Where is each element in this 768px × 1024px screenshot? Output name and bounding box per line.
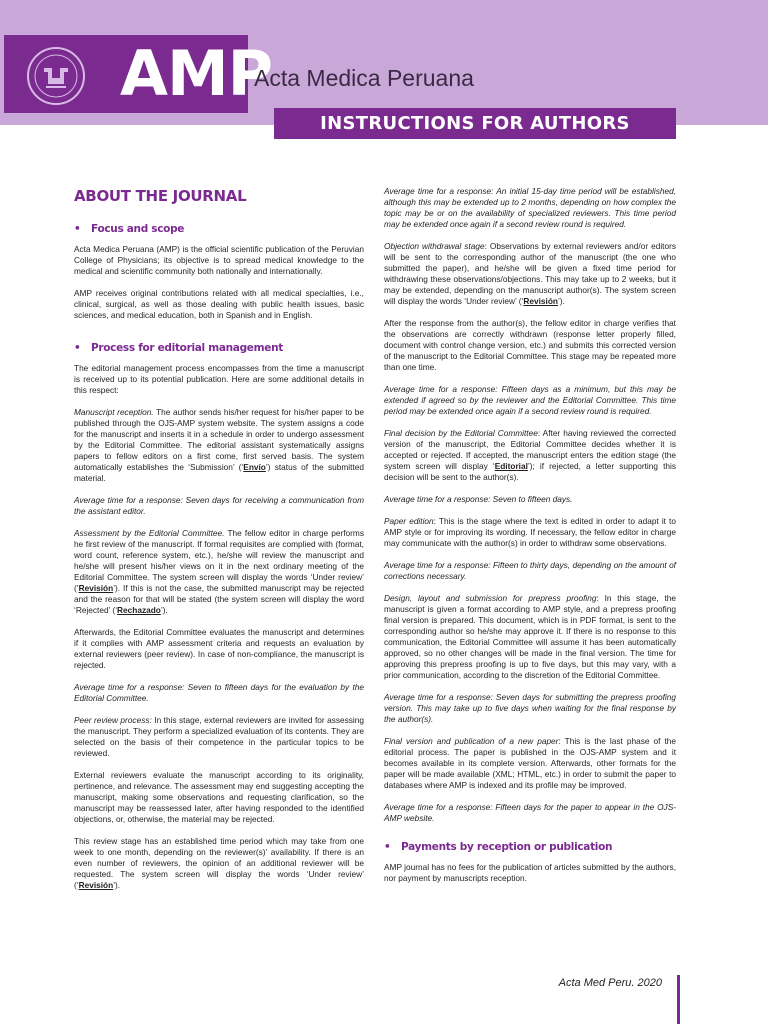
- paragraph: Average time for a response: Seven to fifteen days for the evaluation by the Editorial Committee.: [74, 682, 364, 703]
- text: ’). If this is not the case, the submitted manuscript may be rejected and the reason for that will be stated (the system screen will display the word ‘Rejected’ (‘: [74, 583, 364, 615]
- text: : This is the stage where the text is edited in order to adapt it to AMP style or for improving its wording. If necessary, the fellow editor in charge may communicate with the author(s) in order to withdraw some observations.: [384, 516, 676, 548]
- logo-text: AMP: [120, 37, 273, 110]
- paragraph: Average time for a response: An initial 15-day time period will be established, although this may be extended up to 2 months, depending on how complex the topic may be or on the availability of specialized reviewers. This time period may be extended once again if a second review round is required.: [384, 186, 676, 229]
- status-keyword: Revisión: [523, 296, 558, 306]
- paragraph: Average time for a response: Seven to fifteen days.: [384, 494, 573, 504]
- paragraph: [74, 715, 364, 759]
- text: The author sends his/her request for his/her paper to be published through the OJS-AMP system website. The system assigns a code for the manuscript and inserts it in a schedule in order to undergo assessment by the Editorial Committee. The editorial assistant systematically assigns papers to fellow editors on a first come, first served basis. The system automatically establishes the ‘Submission’ (‘: [74, 407, 364, 472]
- paragraph: Average time for a response: Fifteen days as a minimum, but this may be extended if agreed so by the reviewer and the Editorial Committee. This time period may be extended once again if a second review round is required.: [384, 384, 676, 416]
- section-heading-payments: • Payments by reception or publication: [384, 840, 676, 854]
- term: Design, layout and submission for prepress proofing: [384, 593, 597, 603]
- text: : Observations by external reviewers and/or editors will be sent to the corresponding author of the manuscript (the one who submitted the paper), and he/she will be given a fixed time period for withdrawing these observations/objections. This may take up to 2 weeks, but it may be extended, depending on the manuscript author(s). The system screen will display the words ‘Under review’ (‘: [384, 241, 676, 306]
- section-heading-process: • Process for editorial management: [74, 341, 364, 355]
- text: ’).: [113, 880, 121, 890]
- text: In this stage, external reviewers are invited for assessing the manuscript. They perform a specialized evaluation of its contents. They are selected on the basis of their competence in the particular topics to be reviewed.: [74, 715, 365, 758]
- paragraph: [384, 593, 676, 681]
- text: ’); if rejected, a letter supporting this decision will be sent to the author(s).: [384, 461, 676, 482]
- paragraph: The editorial management process encompasses from the time a manuscript is received up to its potential publication. Here are some additional details in this respect:: [74, 363, 364, 395]
- term: Objection withdrawal stage: [384, 241, 485, 251]
- right-column: [384, 186, 676, 895]
- status-keyword: Editorial: [494, 461, 528, 471]
- status-keyword: Rechazado: [117, 605, 161, 615]
- left-column: [74, 186, 364, 902]
- section-banner: INSTRUCTIONS FOR AUTHORS: [274, 108, 676, 139]
- section-heading-focus: • Focus and scope: [74, 222, 364, 236]
- term: Assessment by the Editorial Committee.: [74, 528, 225, 538]
- paragraph: [74, 528, 364, 616]
- term: Final decision by the Editorial Committee: [384, 428, 538, 438]
- status-keyword: Envío: [243, 462, 266, 472]
- paragraph: AMP receives original contributions related with all medical specialties, i.e., clinical, surgical, as well as those dealing with public health issues, basic sciences, and medical education, both in Spanish and in English.: [74, 288, 364, 320]
- footer-citation: Acta Med Peru. 2020: [558, 977, 662, 989]
- term: Peer review process:: [74, 715, 152, 725]
- text: ’) status of the submitted material.: [74, 462, 364, 483]
- text: : In this stage, the manuscript is given a format according to AMP style, and a prepress proofing final version is prepared. This document, which is in PDF format, is sent to the corresponding author so he/she may approve it. If there is no response to this communication, the Editorial Committee will assume it has been automatically approved, so no other changes will be made in the final version. The time for approving this prepress proofing is up to five days, but this may vary, with a prior communication, according to the discretion of the Editorial Committee.: [384, 593, 676, 680]
- college-seal-icon: [26, 46, 86, 106]
- text: The fellow editor in charge performs he first review of the manuscript. If formal requisites are complied with (format, word count, reference system, etc.), he/she will review the manuscript and he/she will present his/her views on it in the next ordinary meeting of the Editorial Committee. The system screen will display the words ‘Under review’ (‘: [74, 528, 364, 593]
- paragraph: [384, 428, 676, 483]
- paragraph: External reviewers evaluate the manuscript according to its originality, pertinence, and relevance. The assessment may end suggesting accepting the manuscript, making some observations and requesting clarification, so the manuscript may be reassessed later, after having responded to the identified objections, or, otherwise, the material may be rejected.: [74, 770, 364, 824]
- page-title: ABOUT THE JOURNAL: [74, 187, 247, 205]
- text: ’).: [160, 605, 168, 615]
- term: Paper edition: [384, 516, 434, 526]
- paragraph: Afterwards, the Editorial Committee evaluates the manuscript and determines if it complies with AMP assessment criteria and requests an evaluation by external reviewers (peer review). In case of non-compliance, the manuscript is rejected.: [74, 627, 364, 670]
- paragraph: Average time for a response: Seven days for receiving a communication from the assistant editor.: [74, 495, 364, 516]
- paragraph: [74, 407, 364, 484]
- footer-bar: [677, 975, 680, 1024]
- status-keyword: Revisión: [78, 880, 114, 890]
- status-keyword: Revisión: [78, 583, 114, 593]
- paragraph: [384, 516, 676, 549]
- paragraph: After the response from the author(s), the fellow editor in charge verifies that the observations are correctly withdrawn (response letter properly filled, document with control change version, etc.) and submits this corrected version of the manuscript to the Editorial Committee. This stage may be repeated more than one time.: [384, 318, 676, 372]
- term: Manuscript reception.: [74, 407, 154, 417]
- term: Final version and publication of a new paper: [384, 736, 559, 746]
- paragraph: [384, 241, 676, 307]
- text: ’).: [558, 296, 565, 306]
- paragraph: Average time for a response: Fifteen to thirty days, depending on the amount of corrections necessary.: [384, 560, 676, 581]
- paragraph: Average time for a response: Seven days for submitting the prepress proofing version. This may take up to five days when waiting for the final response by the author(s).: [384, 692, 676, 724]
- journal-name: Acta Medica Peruana: [254, 65, 474, 91]
- text: : This is the last phase of the editorial process. The paper is published in the OJS-AMP system and it becomes available in its complete version. Afterwards, other formats for the paper will be made available (XML; HTML, etc.) in order to submit the paper to databases where AMP is indexed and its profile may be improved.: [384, 736, 677, 790]
- paragraph: [74, 836, 364, 891]
- text: : After having reviewed the corrected version of the manuscript, the Editorial Committee decides whether it is accepted or rejected. If accepted, the manuscript enters the edition stage (the system screen will display ‘: [384, 428, 676, 471]
- paragraph: AMP journal has no fees for the publication of articles submitted by the authors, nor payment by manuscripts reception.: [384, 862, 676, 883]
- paragraph: Acta Medica Peruana (AMP) is the official scientific publication of the Peruvian College of Physicians; its objective is to spread medical knowledge to the medical and scientific community both nationally and internationally.: [74, 244, 364, 276]
- text: This review stage has an established time period which may take from one week to one month, depending on the reviewer(s)’ availability. If there is an even number of reviewers, the opinion of an additional reviewer will be requested. The system screen will display the words ‘Under review’ (‘: [74, 836, 364, 890]
- paragraph: Average time for a response: Fifteen days for the paper to appear in the OJS-AMP website.: [384, 802, 676, 823]
- paragraph: [384, 736, 676, 791]
